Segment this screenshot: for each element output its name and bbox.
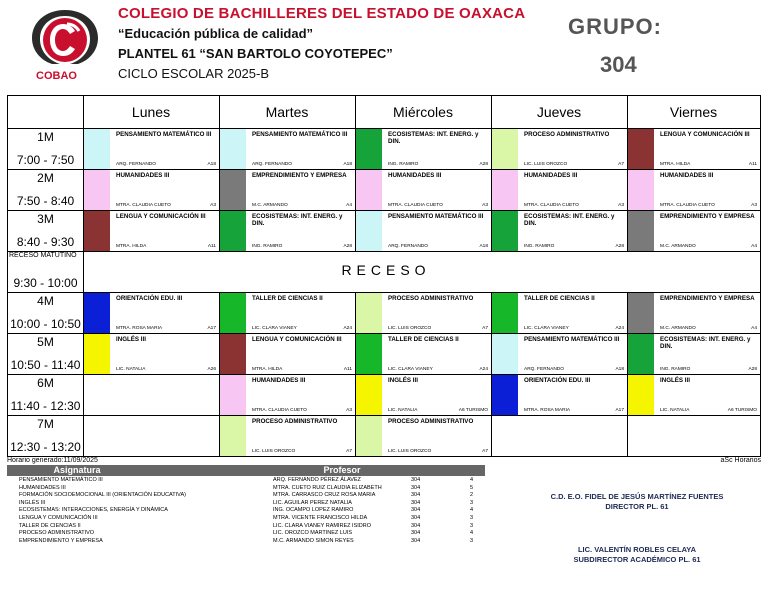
period-time: 12:30 - 13:20	[10, 440, 81, 454]
period-time-cell	[8, 292, 83, 333]
hours-cell: 5	[470, 484, 474, 491]
room-label: A28	[343, 244, 352, 249]
class-block[interactable]	[356, 170, 491, 210]
period-time: 10:50 - 11:40	[10, 358, 81, 372]
hours-cell: 2	[470, 492, 474, 499]
subject-name: EMPRENDIMIENTO Y EMPRESA	[660, 213, 755, 220]
subject-color-swatch	[356, 170, 382, 210]
subject-color-swatch	[492, 375, 518, 415]
room-label: A7	[346, 449, 352, 454]
subject-color-swatch	[492, 334, 518, 374]
room-label: A24	[615, 326, 624, 331]
room-label: A28	[615, 244, 624, 249]
page-header	[0, 0, 768, 92]
period-time-cell	[8, 128, 83, 169]
teacher-cell: MTRA. CUETO RUIZ CLAUDIA ELIZABETH	[273, 484, 382, 491]
subject-color-swatch	[220, 170, 246, 210]
period-time-cell	[8, 415, 83, 456]
teacher-cell: ING. OCAMPO LOPEZ RAMIRO	[273, 507, 354, 514]
subdirector-title: SUBDIRECTOR ACADÉMICO PL. 61	[573, 555, 701, 564]
subject-cell: PROCESO ADMINISTRATIVO	[19, 530, 95, 537]
room-label: A18	[207, 162, 216, 167]
subject-color-swatch	[84, 170, 110, 210]
period-time: 10:00 - 10:50	[10, 317, 81, 331]
subdirector-name: LIC. VALENTÍN ROBLES CELAYA	[577, 545, 697, 554]
period-time: 8:40 - 9:30	[16, 235, 75, 249]
day-header: Jueves	[536, 104, 582, 120]
recess-banner: RECESO	[341, 262, 431, 278]
teacher-name: LIC. LUIS OROZCO	[524, 162, 568, 167]
subject-name: ECOSISTEMAS: INT. ENERG. y DIN.	[660, 336, 751, 350]
group-cell: 304	[411, 530, 421, 537]
subject-cell: HUMANIDADES III	[19, 484, 66, 491]
subject-name: PROCESO ADMINISTRATIVO	[252, 418, 338, 425]
group-cell: 304	[411, 499, 421, 506]
teacher-name: ING. RAMIRO	[252, 244, 283, 249]
teacher-name: MTRA. ROSA MARIA	[116, 326, 163, 331]
period-number: 2M	[37, 171, 54, 185]
recess-label: RECESO MATUTINO	[9, 252, 77, 259]
room-label: A3	[346, 408, 352, 413]
header-subject: Asignatura	[53, 465, 101, 475]
logo-text: COBAO	[36, 70, 77, 82]
class-block[interactable]	[220, 170, 355, 210]
period-number: 7M	[37, 417, 54, 431]
period-time: 7:50 - 8:40	[16, 194, 75, 208]
group-cell: 304	[411, 484, 421, 491]
subject-name: LENGUA Y COMUNICACIÓN III	[116, 213, 206, 220]
subject-name: HUMANIDADES III	[388, 172, 442, 179]
subject-cell: LENGUA Y COMUNICACIÓN III	[19, 515, 98, 521]
class-block[interactable]	[492, 334, 627, 374]
teacher-name: LIC. NATALIA	[116, 367, 146, 372]
room-label: A7	[618, 162, 624, 167]
subject-name: INGLÉS III	[116, 336, 146, 343]
subject-color-swatch	[356, 129, 382, 169]
group-value: 304	[600, 52, 637, 77]
teacher-name: MTRA. CLAUDIA CUETO	[252, 408, 307, 413]
subject-cell: EMPRENDIMIENTO Y EMPRESA	[19, 537, 103, 544]
subject-name: PROCESO ADMINISTRATIVO	[524, 131, 610, 138]
subject-name: HUMANIDADES III	[524, 172, 578, 179]
subject-color-swatch	[356, 293, 382, 333]
class-block[interactable]	[628, 375, 760, 415]
subject-color-swatch	[492, 293, 518, 333]
class-block[interactable]	[84, 211, 219, 251]
period-number: 4M	[37, 294, 54, 308]
class-block[interactable]	[628, 129, 760, 169]
subject-color-swatch	[356, 334, 382, 374]
teacher-name: MTRA. CLAUDIA CUETO	[524, 203, 579, 208]
subject-color-swatch	[220, 293, 246, 333]
class-block[interactable]	[628, 334, 760, 374]
subject-name: ECOSISTEMAS: INT. ENERG. y DIN.	[252, 213, 343, 227]
class-block[interactable]	[84, 129, 219, 169]
group-cell: 304	[411, 492, 421, 499]
room-label: A18	[343, 162, 352, 167]
period-time: 11:40 - 12:30	[10, 399, 81, 413]
room-label: A28	[479, 162, 488, 167]
room-label: A24	[343, 326, 352, 331]
subject-color-swatch	[84, 129, 110, 169]
room-label: A6 TURISMO	[727, 408, 757, 413]
teacher-cell: MTRA. CARRASCO CRUZ ROSA MARIA	[273, 492, 376, 499]
hours-cell: 4	[470, 530, 474, 537]
subject-name: TALLER DE CIENCIAS II	[252, 295, 323, 302]
teacher-name: LIC. CLARA VIANEY	[388, 367, 433, 372]
teacher-name: MTRA. HILDA	[660, 162, 691, 167]
teacher-name: LIC. LUIS OROZCO	[388, 326, 432, 331]
asc-credit: aSc Horarios	[720, 457, 761, 464]
subject-color-swatch	[628, 129, 654, 169]
class-block[interactable]	[84, 334, 219, 374]
subject-name: HUMANIDADES III	[660, 172, 714, 179]
subject-name: ORIENTACIÓN EDU. III	[524, 377, 591, 384]
class-block[interactable]	[220, 334, 355, 374]
class-block[interactable]	[220, 211, 355, 251]
group-cell: 304	[411, 507, 421, 514]
teacher-name: MTRA. CLAUDIA CUETO	[116, 203, 171, 208]
teacher-name: M.C. ARMANDO	[660, 326, 696, 331]
teacher-name: LIC. CLARA VIANEY	[524, 326, 569, 331]
hours-cell: 3	[470, 537, 474, 544]
hours-cell: 4	[470, 477, 474, 483]
day-header: Lunes	[131, 104, 171, 120]
class-block[interactable]	[220, 416, 355, 456]
room-label: A11	[748, 162, 757, 167]
class-block[interactable]	[628, 211, 760, 251]
room-label: A7	[482, 326, 488, 331]
class-block[interactable]	[492, 211, 627, 251]
subject-color-swatch	[356, 375, 382, 415]
group-cell: 304	[411, 477, 421, 483]
period-time-cell	[8, 374, 83, 415]
teacher-name: ARQ. FERNANDO	[252, 162, 292, 167]
group-cell: 304	[411, 537, 421, 544]
subject-color-swatch	[84, 334, 110, 374]
teacher-name: LIC. NATALIA	[388, 408, 418, 413]
class-block[interactable]	[492, 293, 627, 333]
day-header: Viernes	[669, 104, 718, 120]
teacher-cell: ARQ. FERNANDO PÉREZ ÁLAVEZ	[273, 477, 361, 483]
class-block[interactable]	[492, 375, 627, 415]
teacher-name: ING. RAMIRO	[524, 244, 555, 249]
group-cell: 304	[411, 515, 421, 521]
teacher-name: MTRA. CLAUDIA CUETO	[388, 203, 443, 208]
header-teacher: Profesor	[323, 465, 361, 475]
room-label: A3	[482, 203, 488, 208]
subject-name: PROCESO ADMINISTRATIVO	[388, 418, 474, 425]
class-block[interactable]	[356, 293, 491, 333]
teacher-name: LIC. LUIS OROZCO	[252, 449, 296, 454]
subject-name: PENSAMIENTO MATEMÁTICO III	[116, 131, 212, 138]
period-time-cell	[8, 169, 83, 210]
subject-name: PENSAMIENTO MATEMÁTICO III	[524, 336, 620, 343]
class-block[interactable]	[220, 129, 355, 169]
director-name: C.D. E.O. FIDEL DE JESÚS MARTÍNEZ FUENTES	[550, 492, 724, 501]
subject-name: LENGUA Y COMUNICACIÓN III	[252, 336, 342, 343]
room-label: A18	[479, 244, 488, 249]
school-cycle: CICLO ESCOLAR 2025-B	[118, 66, 270, 81]
period-number: 3M	[37, 212, 54, 226]
subject-name: HUMANIDADES III	[252, 377, 306, 384]
class-block[interactable]	[220, 375, 355, 415]
grid-row-line	[8, 251, 760, 252]
teacher-cell: MTRA. VICENTE FRANCISCO HILDA	[273, 515, 368, 521]
subject-name: LENGUA Y COMUNICACIÓN III	[660, 131, 750, 138]
room-label: A17	[615, 408, 624, 413]
director-signature	[512, 492, 762, 512]
subject-name: ECOSISTEMAS: INT. ENERG. y DIN.	[524, 213, 615, 227]
teacher-name: MTRA. CLAUDIA CUETO	[660, 203, 715, 208]
room-label: A3	[751, 203, 757, 208]
room-label: A6 TURISMO	[458, 408, 488, 413]
hours-cell: 4	[470, 507, 474, 514]
room-label: A11	[343, 367, 352, 372]
period-number: 5M	[37, 335, 54, 349]
class-block[interactable]	[492, 129, 627, 169]
subject-color-swatch	[356, 416, 382, 456]
period-number: 1M	[37, 130, 54, 144]
subject-cell: TALLER DE CIENCIAS II	[19, 522, 81, 529]
recess-time: 9:30 - 10:00	[13, 276, 78, 290]
teacher-name: ING. RAMIRO	[388, 162, 419, 167]
generated-date: Horario generado:11/09/2025	[7, 457, 98, 464]
subject-name: TALLER DE CIENCIAS II	[524, 295, 595, 302]
subject-color-swatch	[84, 211, 110, 251]
subject-color-swatch	[628, 211, 654, 251]
hours-cell: 3	[470, 522, 474, 529]
subject-name: ORIENTACIÓN EDU. III	[116, 295, 183, 302]
subject-color-swatch	[492, 129, 518, 169]
teacher-name: LIC. LUIS OROZCO	[388, 449, 432, 454]
teacher-name: ARQ. FERNANDO	[388, 244, 428, 249]
subject-name: INGLÉS III	[660, 377, 690, 384]
class-block[interactable]	[84, 170, 219, 210]
subject-cell: PENSAMIENTO MATEMÁTICO III	[19, 477, 103, 483]
group-cell: 304	[411, 522, 421, 529]
room-label: A28	[748, 367, 757, 372]
day-header: Miércoles	[393, 104, 453, 120]
subject-name: PENSAMIENTO MATEMÁTICO III	[252, 131, 348, 138]
room-label: A4	[751, 326, 757, 331]
room-label: A4	[346, 203, 352, 208]
teacher-name: ING. RAMIRO	[660, 367, 691, 372]
class-block[interactable]	[628, 293, 760, 333]
schedule-grid	[7, 95, 761, 457]
subject-color-swatch	[628, 375, 654, 415]
subject-color-swatch	[220, 334, 246, 374]
subject-color-swatch	[492, 211, 518, 251]
subject-color-swatch	[492, 170, 518, 210]
subject-name: EMPRENDIMIENTO Y EMPRESA	[252, 172, 347, 179]
teacher-cell: LIC. OROZCO MARTINEZ LUIS	[273, 530, 353, 537]
subject-color-swatch	[220, 416, 246, 456]
class-block[interactable]	[356, 334, 491, 374]
teacher-name: MTRA. HILDA	[252, 367, 283, 372]
class-block[interactable]	[84, 293, 219, 333]
period-time-cell	[8, 251, 83, 292]
subject-name: ECOSISTEMAS: INT. ENERG. y DIN.	[388, 131, 479, 145]
subject-color-swatch	[628, 293, 654, 333]
room-label: A17	[207, 326, 216, 331]
teacher-cell: LIC. AGUILAR PEREZ NATALIA	[273, 499, 352, 506]
teacher-cell: M.C. ARMANDO SIMON REYES	[273, 537, 354, 544]
subject-color-swatch	[220, 129, 246, 169]
class-block[interactable]	[356, 129, 491, 169]
room-label: A18	[615, 367, 624, 372]
room-label: A11	[207, 244, 216, 249]
subject-cell: ECOSISTEMAS: INTERACCIONES, ENERGÍA Y DINÁMICA	[19, 507, 168, 514]
teacher-cell: LIC. CLARA VIANEY RAMIREZ ISIDRO	[273, 522, 372, 529]
room-label: A3	[618, 203, 624, 208]
subject-cell: INGLÉS III	[19, 499, 46, 506]
class-block[interactable]	[492, 170, 627, 210]
director-title: DIRECTOR PL. 61	[605, 502, 669, 511]
subject-name: INGLÉS III	[388, 377, 418, 384]
subject-name: HUMANIDADES III	[116, 172, 170, 179]
room-label: A3	[210, 203, 216, 208]
class-block[interactable]	[356, 211, 491, 251]
group-label: GRUPO:	[568, 14, 662, 39]
room-label: A26	[207, 367, 216, 372]
teacher-name: M.C. ARMANDO	[660, 244, 696, 249]
subject-color-swatch	[220, 375, 246, 415]
day-header: Martes	[265, 104, 309, 120]
period-time-cell	[8, 333, 83, 374]
subject-color-swatch	[356, 211, 382, 251]
slogan: “Educación pública de calidad”	[118, 26, 314, 41]
teacher-name: MTRA. HILDA	[116, 244, 147, 249]
teacher-name: ARQ. FERNANDO	[116, 162, 156, 167]
period-number: 6M	[37, 376, 54, 390]
teacher-name: LIC. CLARA VIANEY	[252, 326, 297, 331]
room-label: A7	[482, 449, 488, 454]
teacher-name: LIC. NATALIA	[660, 408, 690, 413]
school-name: COLEGIO DE BACHILLERES DEL ESTADO DE OAXACA	[118, 5, 526, 22]
subject-name: EMPRENDIMIENTO Y EMPRESA	[660, 295, 755, 302]
class-block[interactable]	[628, 170, 760, 210]
class-block[interactable]	[220, 293, 355, 333]
period-time-cell	[8, 210, 83, 251]
teacher-name: MTRA. ROSA MARIA	[524, 408, 571, 413]
period-time: 7:00 - 7:50	[16, 153, 75, 167]
teacher-name: M.C. ARMANDO	[252, 203, 288, 208]
subject-color-swatch	[628, 170, 654, 210]
class-block[interactable]	[356, 416, 491, 456]
subject-name: PENSAMIENTO MATEMÁTICO III	[388, 213, 484, 220]
hours-cell: 3	[470, 499, 474, 506]
plantel-name: PLANTEL 61 “SAN BARTOLO COYOTEPEC”	[118, 46, 393, 61]
subject-color-swatch	[628, 334, 654, 374]
room-label: A4	[751, 244, 757, 249]
subject-name: PROCESO ADMINISTRATIVO	[388, 295, 474, 302]
table-header	[7, 465, 485, 476]
hours-cell: 3	[470, 515, 474, 521]
class-block[interactable]	[356, 375, 491, 415]
room-label: A24	[479, 367, 488, 372]
table-row	[7, 538, 485, 546]
subject-name: TALLER DE CIENCIAS II	[388, 336, 459, 343]
subject-color-swatch	[84, 293, 110, 333]
subdirector-signature	[512, 545, 762, 565]
teacher-name: ARQ. FERNANDO	[524, 367, 564, 372]
subject-color-swatch	[220, 211, 246, 251]
subject-cell: FORMACIÓN SOCIOEMOCIONAL III (ORIENTACIÓN EDUCATIVA)	[19, 492, 186, 499]
